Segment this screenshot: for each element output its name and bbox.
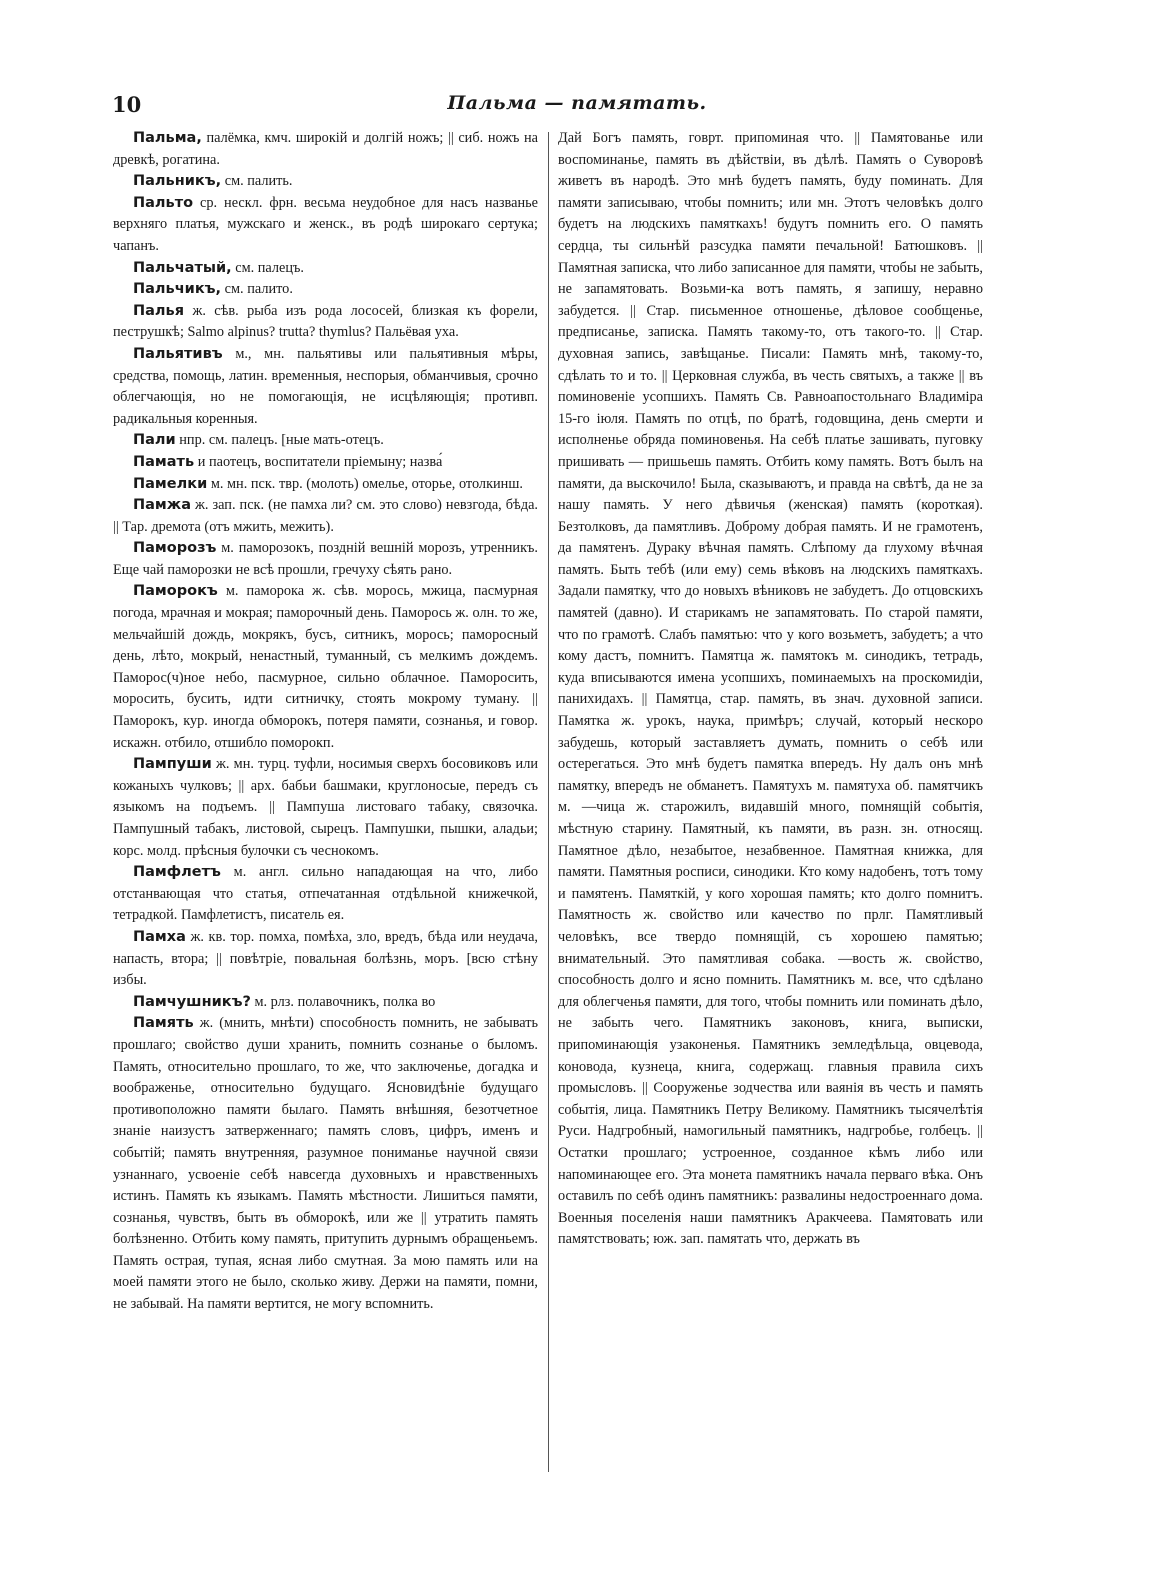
entry-definition: и паотецъ, воспитатели пріемыну; назва́ <box>197 453 443 470</box>
dictionary-entry <box>113 430 538 452</box>
entry-definition: м. паморока ж. сѣв. морось, мжица, пасмурная погода, мрачная и мокрая; паморочный день. Паморось ж. олн. то же, мельчайшій дождь, мокрякъ, бусъ, ситникъ, морось; паморосный день, лѣто, мокрый, ненастный, туманный, съ мелкимъ дождемъ. Паморос(ч)ное небо, пасмурное, сильно облачное. Паморосить, моросить, бусить, идти ситничку, стоять мокрому туману. || Паморокъ, кур. иногда обморокъ, потеря памяти, сознанья, и говор. искажн. отбило, отшибло поморокп. <box>113 583 538 751</box>
entry-definition: м. мн. пск. твр. (молоть) омелье, оторье, отолкинш. <box>210 475 523 492</box>
entry-definition: палёмка, кмч. широкій и долгій ножъ; || сиб. ножъ на древкѣ, рогатина. <box>113 130 538 168</box>
column-divider <box>548 132 549 1472</box>
dictionary-entry <box>113 538 538 581</box>
page-number: 10 <box>112 92 142 117</box>
page-header <box>112 92 1042 126</box>
entry-definition: ср. нескл. фрн. весьма неудобное для насъ названье верхняго платья, мужскаго и женск., въ родѣ широкаго сертука; чапанъ. <box>113 194 538 254</box>
entry-definition: ж. сѣв. рыба изъ рода лососей, близкая къ форели, пеструшкѣ; Salmo alpinus? trutta? thymlus? Пальёвая уха. <box>113 302 538 341</box>
entry-definition: ж. кв. тор. помха, помѣха, зло, вредъ, бѣда или неудача, напасть, втора; || повѣтріе, повальная болѣзнь, моръ. [всю стѣну избы. <box>113 928 538 989</box>
entry-headword: Пальто <box>133 194 194 211</box>
entry-definition: м. англ. сильно нападающая на что, либо отстанвающая что статья, отпечатанная отдѣльной книжечкой, тетрадкой. Памфлетистъ, писатель ея. <box>113 864 538 924</box>
entry-headword: Пальятивъ <box>133 345 223 362</box>
dictionary-entry <box>113 128 538 171</box>
dictionary-entry <box>113 862 538 927</box>
entry-headword: Пампуши <box>133 756 212 773</box>
entry-headword: Пали <box>133 432 176 449</box>
entry-headword: Палья <box>133 302 185 319</box>
dictionary-entry <box>113 344 538 430</box>
entry-headword: Памжа <box>133 497 191 514</box>
right-column <box>558 128 983 1473</box>
dictionary-entry <box>113 474 538 496</box>
entry-headword: Памелки <box>133 475 208 492</box>
dictionary-entry <box>113 754 538 862</box>
entry-definition: м. рлз. полавочникъ, полка во <box>254 993 436 1010</box>
entry-definition: нпр. см. палецъ. [ные мать-отецъ. <box>179 432 384 449</box>
entry-definition: см. палито. <box>224 281 293 298</box>
dictionary-entry <box>113 279 538 301</box>
dictionary-entry <box>113 927 538 992</box>
entry-headword: Пальчикъ, <box>133 281 222 298</box>
dictionary-entry <box>113 301 538 344</box>
dictionary-entry <box>113 258 538 280</box>
entry-headword: Памчушникъ? <box>133 993 251 1010</box>
entry-continuation: Дай Богъ память, говрт. припоминая что. || Памятованье или воспоминанье, память въ дѣйствіи, въ дѣлѣ. Память о Суворовѣ живетъ въ народѣ. Это мнѣ будетъ память, буду поминать. Для памяти записываю, чтобы помнить; или мн. Этотъ человѣкъ долго будетъ на людскихъ памяткахъ! будутъ помнить его. О память сердца, ты сильнѣй разсудка памяти печальной! Батюшковъ. || Памятная записка, что либо записанное для памяти, чтобы не забыть, не запамятовать. Возьми-ка вотъ память, я запишу, неравно забудется. || Стар. письменное отношенье, дѣловое сообщенье, предписанье, записка. Память такому-то, отъ такого-то. || Стар. духовная запись, завѣщанье. Писали: Память мнѣ, такому-то, сдѣлать то и то. || Церковная служба, въ честь святыхъ, а также || въ поминовеніе усопшихъ. Память Св. Равноапостольнаго Владиміра 15-го іюля. Память по отцѣ, по братѣ, годовщина, день смерти и исполненье обряда поминовенья. На себѣ платье зашивать, пуговку пришивать — пришьешь память. Отбить кому память. Вотъ былъ на памяти, да выскочило! Была, сказываютъ, и правда на свѣтѣ, да не за нашу память. У него дѣвичья (женская) память (короткая). Безтолковъ, да памятливъ. Доброму добрая память. И не грамотенъ, да памятенъ. Дураку вѣчная память. Слѣпому да глухому вѣчная память. Быть тебѣ (или ему) семь вѣковъ на людскихъ памяткахъ. Задали памятку, что до новыхъ вѣниковъ не забудетъ. До отцовскихъ памятей (давно). И старикамъ не запамятовать. По старой памяти, что по грамотѣ. Слабъ памятью: что у кого возьметъ, забудетъ; а что кому дастъ, помнитъ. Памятца ж. памятокъ м. синодикъ, тетрадь, куда вписываются имена усопшихъ, поминаемыхъ на проскомидіи, панихидахъ. || Памятца, стар. память, въ знач. духовной записи. Памятка ж. урокъ, наука, примѣръ; случай, который нескоро забудешь, который заставляетъ думать, помнить о себѣ или остерегаться. Это мнѣ будетъ памятка впередъ. Ну далъ онъ мнѣ памятку, впередъ не обманетъ. Памятухъ м. памятуха об. памятчикъ м. —чица ж. старожилъ, видавшій много, помнящій событія, мѣстную старину. Памятный, къ памяти, въ разн. зн. относящ. Памятное дѣло, незабытое, незабвенное. Памятная книжка, для памяти. Памятныя росписи, синодики. Кто кому надобенъ, тотъ тому и памятенъ. Памяткій, у кого хорошая память; кто долго помнитъ. Памятность ж. свойство или качество по прлг. Памятливый человѣкъ, все твердо помнящій, съ хорошею памятью; внимательный. Это памятливая собака. —вость ж. свойство, способность долго и ясно помнить. Памятникъ м. все, что сдѣлано для облегченья памяти, для того, чтобы помнить или поминать дѣло, не забыть чего. Памятникъ законовъ, книга, выписки, припоминающія узаконенья. Памятникъ земледѣльца, овцевода, коновода, кузнеца, книга, содержащ. главныя правила сихъ промысловъ. || Сооруженье зодчества или ваянія въ честь и память событія, лица. Памятникъ Петру Великому. Памятникъ тысячелѣтія Руси. Надгробный, намогильный памятникъ, надгробье, голбецъ. || Остатки прошлаго; устроенное, созданное кѣмъ либо или напоминающее его. Эта монета памятникъ начала перваго вѣка. Онъ оставилъ по себѣ одинъ памятникъ: развалины недостроеннаго дома. Военныя поселенія наши памятникъ Аракчеева. Памятовать или памятствовать; юж. зап. памятать что, держать въ <box>558 130 983 1248</box>
entry-headword: Памха <box>133 928 186 945</box>
dictionary-entry <box>113 171 538 193</box>
entry-headword: Паморозъ <box>133 540 217 557</box>
dictionary-entry <box>113 495 538 538</box>
entry-headword: Памать <box>133 453 195 470</box>
running-title: Пальма — памятать. <box>447 92 707 114</box>
entry-headword: Память <box>133 1015 194 1032</box>
entry-definition: м. паморозокъ, поздній вешній морозъ, утренникъ. Еще чай паморозки не всѣ прошли, гречуху сѣять рано. <box>113 540 538 578</box>
entry-definition: м., мн. пальятивы или пальятивныя мѣры, средства, помощь, латин. временныя, неспорыя, обманчивыя, срочно облегчающія, но не помогающія, не исцѣляющія; противп. радикальныя коренныя. <box>113 345 538 427</box>
dictionary-entry <box>113 452 538 474</box>
entry-definition: ж. мн. турц. туфли, носимыя сверхъ босовиковъ или кожаныхъ чулковъ; || арх. бабьи башмаки, круглоносые, передъ съ языкомъ на подъемъ. || Пампуша листоваго табаку, связочка. Пампушный табакъ, листовой, сырецъ. Пампушки, пышки, аладьи; корс. молд. прѣсныя булочки съ чеснокомъ. <box>113 756 538 859</box>
entry-definition: ж. зап. пск. (не памха ли? см. это слово) невзгода, бѣда. || Тар. дремота (отъ мжить, межить). <box>113 497 538 535</box>
dictionary-entry <box>113 1013 538 1315</box>
entry-headword: Памфлетъ <box>133 864 221 881</box>
dictionary-entry <box>113 581 538 754</box>
entry-definition: см. палецъ. <box>235 259 304 276</box>
entry-definition: см. палить. <box>224 173 293 190</box>
entry-headword: Пальчатый, <box>133 259 232 276</box>
dictionary-entry <box>113 193 538 258</box>
entry-headword: Пальникъ, <box>133 173 222 190</box>
entry-headword: Пальма, <box>133 130 202 146</box>
entry-definition: ж. (мнить, мнѣти) способность помнить, не забывать прошлаго; свойство души хранить, помнить сознанье о быломъ. Память, относительно прошлаго, то же, что заключенье, догадка и воображенье, относительно будущаго. Ясновидѣніе будущаго противоположно памяти былаго. Память внѣшняя, безотчетное знаніе наизустъ затверженнаго; память словъ, цифръ, именъ и событій; память внутренняя, разумное пониманье научной связи узнаннаго, усвоеніе себѣ навсегда духовныхъ и нравственныхъ истинъ. Память къ языкамъ. Память мѣстности. Лишиться памяти, сознанья, чувствъ, быть въ обморокѣ, или же || утратить память болѣзненно. Отбить кому память, притупить дурнымъ обращеньемъ. Память острая, тупая, ясная либо смутная. За мою память или на моей памяти этого не было, сколько живу. Держи на памяти, помни, не забывай. На памяти вертится, не могу вспомнить. <box>113 1015 538 1313</box>
dictionary-entry <box>113 992 538 1014</box>
left-column <box>113 128 538 1473</box>
entry-headword: Паморокъ <box>133 583 218 600</box>
